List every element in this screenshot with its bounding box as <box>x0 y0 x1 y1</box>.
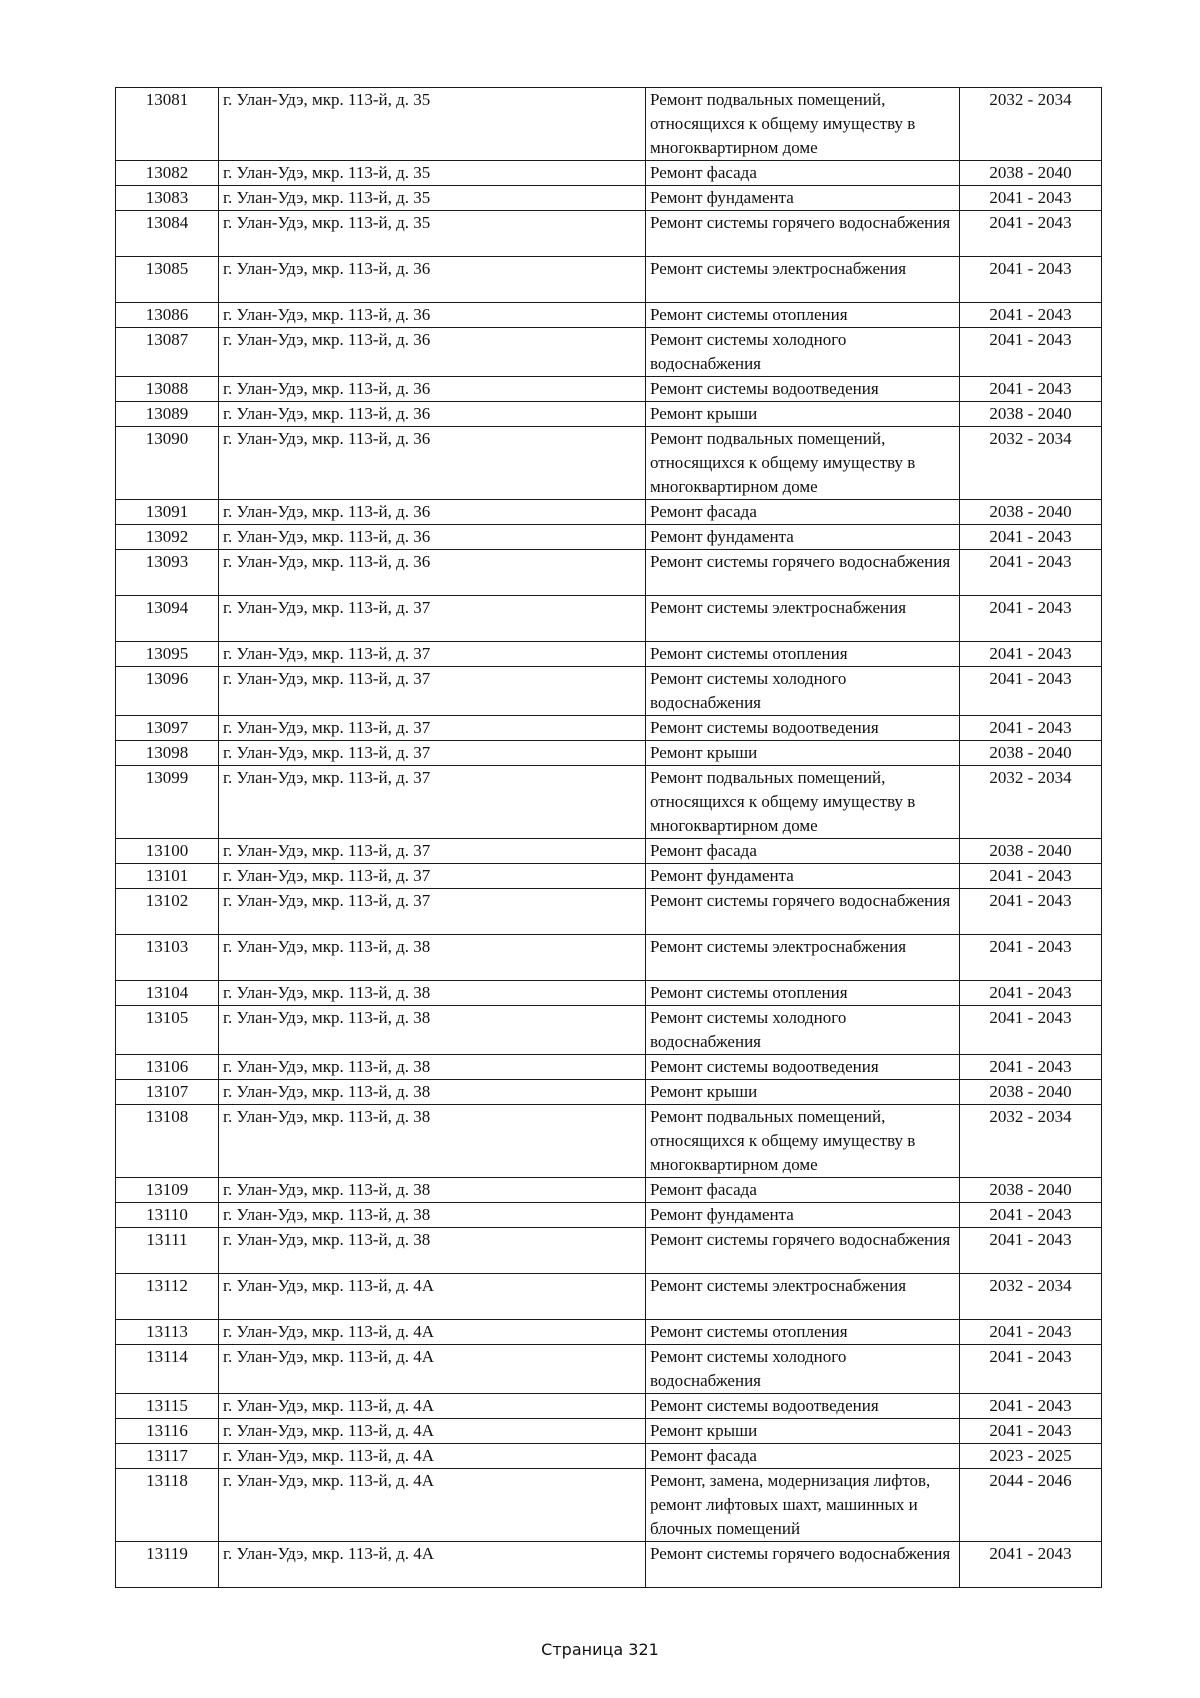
work-type-cell: Ремонт крыши <box>646 1080 960 1105</box>
address-cell: г. Улан-Удэ, мкр. 113-й, д. 4А <box>219 1320 646 1345</box>
table-row <box>116 550 1102 596</box>
row-number-cell: 13095 <box>116 642 219 667</box>
page-number: Страница 321 <box>541 1640 659 1659</box>
table-row <box>116 596 1102 642</box>
address-cell: г. Улан-Удэ, мкр. 113-й, д. 4А <box>219 1274 646 1320</box>
address-cell: г. Улан-Удэ, мкр. 113-й, д. 38 <box>219 935 646 981</box>
row-number-cell: 13083 <box>116 186 219 211</box>
table-row <box>116 1419 1102 1444</box>
table-row <box>116 1105 1102 1178</box>
row-number-cell: 13098 <box>116 741 219 766</box>
address-cell: г. Улан-Удэ, мкр. 113-й, д. 38 <box>219 1080 646 1105</box>
address-cell: г. Улан-Удэ, мкр. 113-й, д. 37 <box>219 716 646 741</box>
period-cell: 2041 - 2043 <box>960 1542 1102 1588</box>
table-row <box>116 935 1102 981</box>
period-cell: 2041 - 2043 <box>960 1345 1102 1394</box>
work-type-cell: Ремонт системы отопления <box>646 1320 960 1345</box>
work-type-cell: Ремонт системы отопления <box>646 981 960 1006</box>
row-number-cell: 13082 <box>116 161 219 186</box>
address-cell: г. Улан-Удэ, мкр. 113-й, д. 37 <box>219 642 646 667</box>
table-row <box>116 1444 1102 1469</box>
period-cell: 2041 - 2043 <box>960 1394 1102 1419</box>
address-cell: г. Улан-Удэ, мкр. 113-й, д. 37 <box>219 741 646 766</box>
table-row <box>116 1274 1102 1320</box>
row-number-cell: 13101 <box>116 864 219 889</box>
work-type-cell: Ремонт системы электроснабжения <box>646 596 960 642</box>
period-cell: 2041 - 2043 <box>960 667 1102 716</box>
address-cell: г. Улан-Удэ, мкр. 113-й, д. 38 <box>219 1055 646 1080</box>
period-cell: 2041 - 2043 <box>960 1203 1102 1228</box>
work-type-cell: Ремонт фундамента <box>646 525 960 550</box>
work-type-cell: Ремонт крыши <box>646 741 960 766</box>
period-cell: 2038 - 2040 <box>960 839 1102 864</box>
work-type-cell: Ремонт системы водоотведения <box>646 1055 960 1080</box>
row-number-cell: 13086 <box>116 303 219 328</box>
row-number-cell: 13106 <box>116 1055 219 1080</box>
work-type-cell: Ремонт системы электроснабжения <box>646 935 960 981</box>
address-cell: г. Улан-Удэ, мкр. 113-й, д. 38 <box>219 1006 646 1055</box>
address-cell: г. Улан-Удэ, мкр. 113-й, д. 37 <box>219 766 646 839</box>
row-number-cell: 13089 <box>116 402 219 427</box>
work-type-cell: Ремонт фасада <box>646 839 960 864</box>
address-cell: г. Улан-Удэ, мкр. 113-й, д. 36 <box>219 550 646 596</box>
row-number-cell: 13116 <box>116 1419 219 1444</box>
table-row <box>116 1178 1102 1203</box>
work-type-cell: Ремонт системы отопления <box>646 642 960 667</box>
work-type-cell: Ремонт крыши <box>646 402 960 427</box>
row-number-cell: 13093 <box>116 550 219 596</box>
row-number-cell: 13092 <box>116 525 219 550</box>
table-row <box>116 1228 1102 1274</box>
row-number-cell: 13096 <box>116 667 219 716</box>
address-cell: г. Улан-Удэ, мкр. 113-й, д. 35 <box>219 186 646 211</box>
row-number-cell: 13108 <box>116 1105 219 1178</box>
table-row <box>116 1394 1102 1419</box>
work-type-cell: Ремонт системы холодного водоснабжения <box>646 328 960 377</box>
row-number-cell: 13104 <box>116 981 219 1006</box>
address-cell: г. Улан-Удэ, мкр. 113-й, д. 37 <box>219 596 646 642</box>
table-row <box>116 766 1102 839</box>
row-number-cell: 13088 <box>116 377 219 402</box>
work-type-cell: Ремонт фундамента <box>646 1203 960 1228</box>
period-cell: 2038 - 2040 <box>960 500 1102 525</box>
work-type-cell: Ремонт системы водоотведения <box>646 1394 960 1419</box>
address-cell: г. Улан-Удэ, мкр. 113-й, д. 36 <box>219 377 646 402</box>
period-cell: 2041 - 2043 <box>960 935 1102 981</box>
address-cell: г. Улан-Удэ, мкр. 113-й, д. 37 <box>219 889 646 935</box>
table-row <box>116 377 1102 402</box>
address-cell: г. Улан-Удэ, мкр. 113-й, д. 38 <box>219 1228 646 1274</box>
table-row <box>116 741 1102 766</box>
table-row <box>116 402 1102 427</box>
row-number-cell: 13110 <box>116 1203 219 1228</box>
work-type-cell: Ремонт подвальных помещений, относящихся к общему имуществу в многоквартирном доме <box>646 88 960 161</box>
row-number-cell: 13119 <box>116 1542 219 1588</box>
row-number-cell: 13091 <box>116 500 219 525</box>
table-row <box>116 839 1102 864</box>
work-type-cell: Ремонт подвальных помещений, относящихся к общему имуществу в многоквартирном доме <box>646 766 960 839</box>
period-cell: 2041 - 2043 <box>960 889 1102 935</box>
period-cell: 2041 - 2043 <box>960 525 1102 550</box>
table-row <box>116 1469 1102 1542</box>
work-type-cell: Ремонт системы отопления <box>646 303 960 328</box>
row-number-cell: 13117 <box>116 1444 219 1469</box>
row-number-cell: 13111 <box>116 1228 219 1274</box>
table-row <box>116 716 1102 741</box>
row-number-cell: 13102 <box>116 889 219 935</box>
row-number-cell: 13112 <box>116 1274 219 1320</box>
row-number-cell: 13084 <box>116 211 219 257</box>
repair-schedule-table <box>115 87 1102 1588</box>
table-row <box>116 981 1102 1006</box>
address-cell: г. Улан-Удэ, мкр. 113-й, д. 36 <box>219 500 646 525</box>
row-number-cell: 13100 <box>116 839 219 864</box>
row-number-cell: 13118 <box>116 1469 219 1542</box>
period-cell: 2038 - 2040 <box>960 741 1102 766</box>
work-type-cell: Ремонт системы водоотведения <box>646 377 960 402</box>
work-type-cell: Ремонт подвальных помещений, относящихся к общему имуществу в многоквартирном доме <box>646 427 960 500</box>
period-cell: 2041 - 2043 <box>960 303 1102 328</box>
period-cell: 2041 - 2043 <box>960 1320 1102 1345</box>
work-type-cell: Ремонт подвальных помещений, относящихся к общему имуществу в многоквартирном доме <box>646 1105 960 1178</box>
work-type-cell: Ремонт крыши <box>646 1419 960 1444</box>
period-cell: 2041 - 2043 <box>960 186 1102 211</box>
address-cell: г. Улан-Удэ, мкр. 113-й, д. 4А <box>219 1419 646 1444</box>
row-number-cell: 13109 <box>116 1178 219 1203</box>
address-cell: г. Улан-Удэ, мкр. 113-й, д. 36 <box>219 402 646 427</box>
table-row <box>116 1080 1102 1105</box>
period-cell: 2041 - 2043 <box>960 642 1102 667</box>
work-type-cell: Ремонт системы горячего водоснабжения <box>646 1228 960 1274</box>
row-number-cell: 13087 <box>116 328 219 377</box>
table-row <box>116 161 1102 186</box>
period-cell: 2038 - 2040 <box>960 1178 1102 1203</box>
period-cell: 2041 - 2043 <box>960 211 1102 257</box>
period-cell: 2041 - 2043 <box>960 1006 1102 1055</box>
period-cell: 2023 - 2025 <box>960 1444 1102 1469</box>
address-cell: г. Улан-Удэ, мкр. 113-й, д. 36 <box>219 427 646 500</box>
period-cell: 2041 - 2043 <box>960 1419 1102 1444</box>
table-row <box>116 88 1102 161</box>
period-cell: 2032 - 2034 <box>960 427 1102 500</box>
table-row <box>116 889 1102 935</box>
period-cell: 2041 - 2043 <box>960 716 1102 741</box>
table-row <box>116 642 1102 667</box>
work-type-cell: Ремонт фундамента <box>646 864 960 889</box>
row-number-cell: 13085 <box>116 257 219 303</box>
period-cell: 2032 - 2034 <box>960 88 1102 161</box>
table-row <box>116 257 1102 303</box>
table-body <box>116 88 1102 1588</box>
address-cell: г. Улан-Удэ, мкр. 113-й, д. 37 <box>219 667 646 716</box>
work-type-cell: Ремонт системы горячего водоснабжения <box>646 1542 960 1588</box>
row-number-cell: 13105 <box>116 1006 219 1055</box>
address-cell: г. Улан-Удэ, мкр. 113-й, д. 4А <box>219 1345 646 1394</box>
work-type-cell: Ремонт системы горячего водоснабжения <box>646 211 960 257</box>
address-cell: г. Улан-Удэ, мкр. 113-й, д. 4А <box>219 1542 646 1588</box>
work-type-cell: Ремонт системы холодного водоснабжения <box>646 1345 960 1394</box>
address-cell: г. Улан-Удэ, мкр. 113-й, д. 4А <box>219 1469 646 1542</box>
period-cell: 2038 - 2040 <box>960 161 1102 186</box>
address-cell: г. Улан-Удэ, мкр. 113-й, д. 38 <box>219 981 646 1006</box>
period-cell: 2032 - 2034 <box>960 1105 1102 1178</box>
period-cell: 2032 - 2034 <box>960 1274 1102 1320</box>
row-number-cell: 13107 <box>116 1080 219 1105</box>
period-cell: 2038 - 2040 <box>960 1080 1102 1105</box>
work-type-cell: Ремонт системы водоотведения <box>646 716 960 741</box>
address-cell: г. Улан-Удэ, мкр. 113-й, д. 37 <box>219 839 646 864</box>
row-number-cell: 13113 <box>116 1320 219 1345</box>
table-row <box>116 1055 1102 1080</box>
row-number-cell: 13103 <box>116 935 219 981</box>
address-cell: г. Улан-Удэ, мкр. 113-й, д. 35 <box>219 161 646 186</box>
work-type-cell: Ремонт фасада <box>646 1444 960 1469</box>
period-cell: 2041 - 2043 <box>960 1228 1102 1274</box>
work-type-cell: Ремонт системы холодного водоснабжения <box>646 1006 960 1055</box>
period-cell: 2041 - 2043 <box>960 864 1102 889</box>
table-row <box>116 1542 1102 1588</box>
address-cell: г. Улан-Удэ, мкр. 113-й, д. 4А <box>219 1444 646 1469</box>
table-row <box>116 1203 1102 1228</box>
table-row <box>116 303 1102 328</box>
table-row <box>116 500 1102 525</box>
period-cell: 2041 - 2043 <box>960 550 1102 596</box>
table-row <box>116 525 1102 550</box>
work-type-cell: Ремонт фасада <box>646 1178 960 1203</box>
work-type-cell: Ремонт системы электроснабжения <box>646 1274 960 1320</box>
period-cell: 2041 - 2043 <box>960 377 1102 402</box>
work-type-cell: Ремонт системы электроснабжения <box>646 257 960 303</box>
address-cell: г. Улан-Удэ, мкр. 113-й, д. 36 <box>219 525 646 550</box>
address-cell: г. Улан-Удэ, мкр. 113-й, д. 4А <box>219 1394 646 1419</box>
address-cell: г. Улан-Удэ, мкр. 113-й, д. 36 <box>219 303 646 328</box>
work-type-cell: Ремонт фасада <box>646 161 960 186</box>
work-type-cell: Ремонт системы холодного водоснабжения <box>646 667 960 716</box>
period-cell: 2041 - 2043 <box>960 1055 1102 1080</box>
period-cell: 2041 - 2043 <box>960 328 1102 377</box>
address-cell: г. Улан-Удэ, мкр. 113-й, д. 35 <box>219 211 646 257</box>
work-type-cell: Ремонт системы горячего водоснабжения <box>646 550 960 596</box>
address-cell: г. Улан-Удэ, мкр. 113-й, д. 36 <box>219 257 646 303</box>
address-cell: г. Улан-Удэ, мкр. 113-й, д. 35 <box>219 88 646 161</box>
row-number-cell: 13114 <box>116 1345 219 1394</box>
row-number-cell: 13099 <box>116 766 219 839</box>
period-cell: 2032 - 2034 <box>960 766 1102 839</box>
row-number-cell: 13097 <box>116 716 219 741</box>
work-type-cell: Ремонт фасада <box>646 500 960 525</box>
period-cell: 2041 - 2043 <box>960 257 1102 303</box>
period-cell: 2038 - 2040 <box>960 402 1102 427</box>
address-cell: г. Улан-Удэ, мкр. 113-й, д. 38 <box>219 1203 646 1228</box>
period-cell: 2044 - 2046 <box>960 1469 1102 1542</box>
table-row <box>116 1320 1102 1345</box>
table-row <box>116 186 1102 211</box>
table-row <box>116 427 1102 500</box>
row-number-cell: 13115 <box>116 1394 219 1419</box>
address-cell: г. Улан-Удэ, мкр. 113-й, д. 38 <box>219 1178 646 1203</box>
row-number-cell: 13094 <box>116 596 219 642</box>
row-number-cell: 13081 <box>116 88 219 161</box>
table-row <box>116 1345 1102 1394</box>
table-row <box>116 211 1102 257</box>
table-row <box>116 667 1102 716</box>
table-row <box>116 864 1102 889</box>
table-row <box>116 1006 1102 1055</box>
table-row <box>116 328 1102 377</box>
work-type-cell: Ремонт, замена, модернизация лифтов, ремонт лифтовых шахт, машинных и блочных помещений <box>646 1469 960 1542</box>
work-type-cell: Ремонт фундамента <box>646 186 960 211</box>
address-cell: г. Улан-Удэ, мкр. 113-й, д. 37 <box>219 864 646 889</box>
work-type-cell: Ремонт системы горячего водоснабжения <box>646 889 960 935</box>
period-cell: 2041 - 2043 <box>960 981 1102 1006</box>
row-number-cell: 13090 <box>116 427 219 500</box>
address-cell: г. Улан-Удэ, мкр. 113-й, д. 36 <box>219 328 646 377</box>
period-cell: 2041 - 2043 <box>960 596 1102 642</box>
address-cell: г. Улан-Удэ, мкр. 113-й, д. 38 <box>219 1105 646 1178</box>
